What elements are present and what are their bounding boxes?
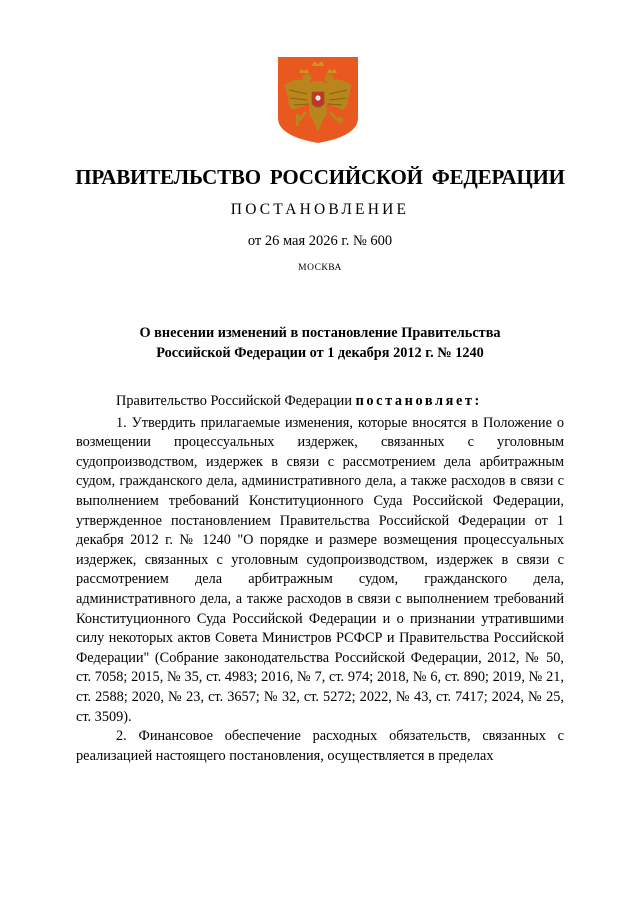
document-date: от 26 мая 2026 г. № 600 [247,233,393,249]
government-title: ПРАВИТЕЛЬСТВО РОССИЙСКОЙ ФЕДЕРАЦИИ [75,165,565,189]
paragraph-1: 1. Утвердить прилагаемые изменения, которые вносятся в Положение о возмещении процессуальных издержек, связанных с уголовным судопроизводством, издержек в связи с рассмотрением дела арбитражным судом, гражданского дела, административного дела, а также расходов в связи с выполнением требований Конституционного Суда Российской Федерации, утвержденное постановлением Правительства Российской Федерации от 1 декабря 2012 г. № 1240 "О порядке и размере возмещения процессуальных издержек, связанных с уголовным судопроизводством, издержек в связи с рассмотрением дела арбитражным судом, гражданского дела, административного дела, а также расходов в связи с выполнением требований Конституционного Суда Российской Федерации и о признании утратившими силу некоторых актов Совета Министров РСФСР и Правительства Российской Федерации" (Собрание законодательства Российской Федерации, 2012, № 50, ст. 7058; 2015, № 35, ст. 4983; 2016, № 7, ст. 974; 2018, № 6, ст. 890; 2019, № 21, ст. 2588; 2020, № 23, ст. 3657; № 32, ст. 5272; 2022, № 43, ст. 7417; 2024, № 25, ст. 3509). [76,414,564,725]
document-type: ПОСТАНОВЛЕНИЕ [230,201,410,218]
paragraph-2: 2. Финансовое обеспечение расходных обязательств, связанных с реализацией настоящего постановления, осуществляется в пределах [76,728,564,764]
coat-of-arms-icon [277,56,359,144]
subject-line-1: О внесении изменений в постановление Правительства [139,325,501,341]
decree-word: постановляет: [355,393,482,409]
document-subject [0,323,640,363]
city-name: МОСКВА [298,263,342,273]
preamble [116,392,564,412]
subject-line-2: Российской Федерации от 1 декабря 2012 г. № 1240 [156,345,484,361]
document-body [76,392,564,766]
preamble-text: Правительство Российской Федерации [116,393,356,409]
